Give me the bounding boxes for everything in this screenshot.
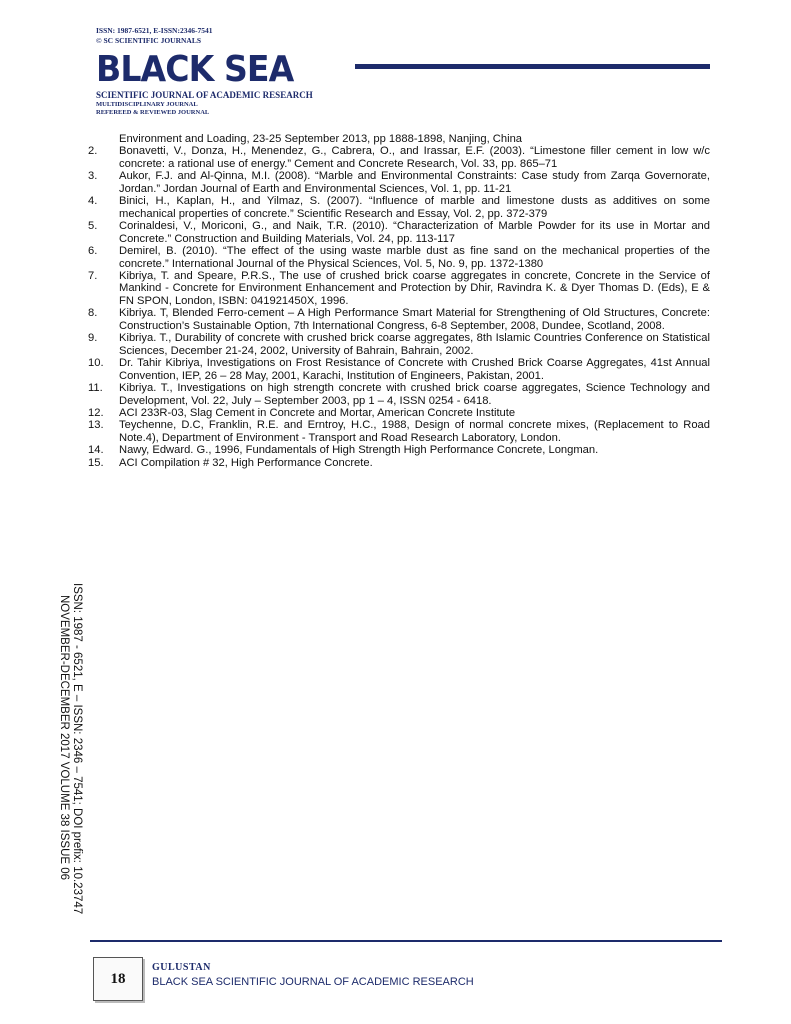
journal-type-line: MULTIDISCIPLINARY JOURNAL [96,101,198,108]
reference-item [88,419,710,444]
reference-item [88,382,710,407]
reference-item [88,133,710,145]
reference-text: Nawy, Edward. G., 1996, Fundamentals of High Strength High Performance Concrete, Longman. [119,444,599,457]
reference-text: Environment and Loading, 23-25 September 2013, pp 1888-1898, Nanjing, China [119,133,523,145]
reference-item [88,245,710,270]
side-issn-line: ISSN: 1987 - 6521, E – ISSN: 2346 – 7541; DOI prefix: 10.23747 [71,583,83,915]
journal-subtitle: SCIENTIFIC JOURNAL OF ACADEMIC RESEARCH [96,90,313,100]
reference-text: ACI 233R-03, Slag Cement in Concrete and Mortar, American Concrete Institute [119,406,516,419]
reference-number: 11. [88,382,103,395]
journal-review-line: REFEREED & REVIEWED JOURNAL [96,109,210,116]
footer-divider [90,940,722,942]
reference-item [88,407,710,419]
header-publisher: © SC SCIENTIFIC JOURNALS [96,36,201,45]
journal-logo-title: BLACK SEA [96,49,294,90]
reference-number: 5. [88,220,98,233]
page-number: 18 [93,957,143,1001]
reference-item [88,270,710,307]
reference-text: Binici, H., Kaplan, H., and Yilmaz, S. (2007). “Influence of marble and limestone dusts as additives on some mechanical properties of concrete.” Scientific Research and Essay, Vol. 2, pp. 372-379 [119,195,710,220]
reference-number: 7. [88,269,98,282]
reference-text: Kibriya. T, Blended Ferro-cement – A High Performance Smart Material for Strengthening of Old Structures, Concrete: Construction’s Sustainable Option, 7th International Congress, 6-8 September, 2008, Dundee, Scotland, 2008. [119,307,710,332]
reference-number: 3. [88,170,98,183]
reference-item [88,145,710,170]
reference-text: ACI Compilation # 32, High Performance Concrete. [119,456,373,469]
reference-number: 10. [88,357,104,370]
header-divider [355,64,710,69]
reference-text: Kibriya. T., Durability of concrete with crushed brick coarse aggregates, 8th Islamic Countries Conference on Statistical Sciences, December 21-24, 2002, University of Bahrain, Bahrain, 2002. [119,332,710,357]
reference-text: Teychenne, D.C, Franklin, R.E. and Erntroy, H.C., 1988, Design of normal concrete mixes, (Replacement to Road Note.4), Department of Environment - Transport and Road Research Laboratory, London. [119,419,710,444]
reference-number: 9. [88,332,98,345]
reference-text: Corinaldesi, V., Moriconi, G., and Naik, T.R. (2010). “Characterization of Marble Powder for its use in Mortar and Concrete.” Construction and Building Materials, Vol. 24, pp. 113-117 [119,220,710,245]
reference-list [88,133,710,469]
reference-item [88,307,710,332]
reference-number: 8. [88,307,98,320]
reference-item [88,357,710,382]
reference-number: 2. [88,145,98,158]
reference-number [88,133,119,145]
reference-text: Bonavetti, V., Donza, H., Menendez, G., Cabrera, O., and Irassar, E.F. (2003). “Limestone filler cement in low w/c concrete: a rational use of energy.” Cement and Concrete Research, Vol. 33, pp. 865–71 [119,145,710,170]
reference-item [88,220,710,245]
footer-journal-title: BLACK SEA SCIENTIFIC JOURNAL OF ACADEMIC RESEARCH [152,976,474,988]
reference-number: 14. [88,444,104,457]
reference-text: Kibriya, T. and Speare, P.R.S., The use of crushed brick coarse aggregates in concrete, Concrete in the Service of Mankind - Concrete for Environment Enhancement and Protection by Dhir, Ravindra K. & Dyer Thomas D. (Eds), E & FN SPON, London, ISBN: 041921450X, 1996. [119,269,710,307]
reference-number: 13. [88,419,104,432]
reference-number: 15. [88,456,104,469]
reference-item [88,170,710,195]
reference-text: Kibriya. T., Investigations on high strength concrete with crushed brick coarse aggregates, Science Technology and Development, Vol. 22, July – September 2003, pp 1 – 4, ISSN 0254 - 6418. [119,382,710,407]
side-issue-line: NOVEMBER-DECEMBER 2017 VOLUME 38 ISSUE 06 [58,595,70,881]
side-issn-text [51,583,83,923]
reference-number: 6. [88,245,98,258]
reference-number: 12. [88,406,104,419]
reference-item [88,195,710,220]
reference-item [88,444,710,456]
reference-item [88,332,710,357]
reference-text: Dr. Tahir Kibriya, Investigations on Frost Resistance of Concrete with Crushed Brick Coarse Aggregates, 41st Annual Convention, IEP, 26 – 28 May, 2001, Karachi, Institution of Engineers, Pakistan, 2001. [119,357,710,382]
header-issn: ISSN: 1987-6521, E-ISSN:2346-7541 [96,26,213,35]
reference-text: Aukor, F.J. and Al-Qinna, M.I. (2008). “Marble and Environmental Constraints: Case study from Zarqa Governorate, Jordan.” Jordan Journal of Earth and Environmental Sciences, Vol. 1, pp. 11-21 [119,170,710,195]
footer-brand: GULUSTAN [152,962,211,973]
reference-item [88,457,710,469]
reference-text: Demirel, B. (2010). “The effect of the using waste marble dust as fine sand on the mechanical properties of the concrete.” International Journal of the Physical Sciences, Vol. 5, No. 9, pp. 1372-1380 [119,245,710,270]
journal-header [96,26,356,117]
reference-number: 4. [88,195,98,208]
